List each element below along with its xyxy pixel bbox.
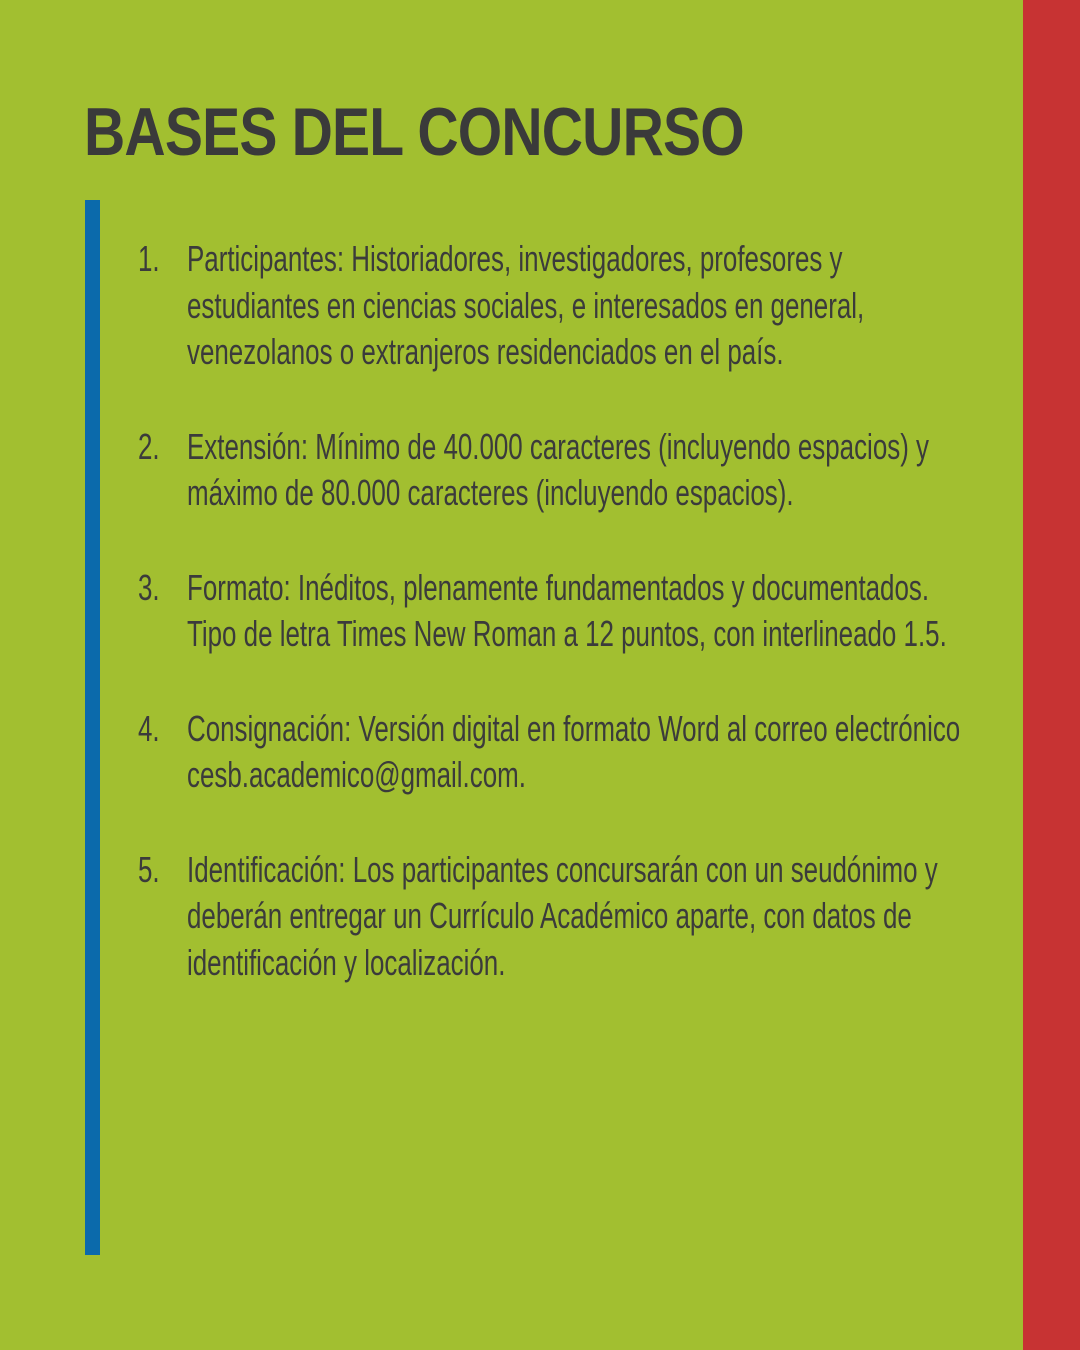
item-number: 3. <box>138 566 160 608</box>
list-item <box>138 565 1018 658</box>
item-text: Formato: Inéditos, plenamente fundamentados y documentados. Tipo de letra Times New Roman a 12 puntos, con interlineado 1.5. <box>187 566 947 654</box>
list-item <box>138 847 1018 987</box>
item-text: Extensión: Mínimo de 40.000 caracteres (incluyendo espacios) y máximo de 80.000 caracteres (incluyendo espacios). <box>187 425 929 513</box>
list-item <box>138 706 1018 799</box>
item-number: 5. <box>138 848 160 890</box>
item-text: Identificación: Los participantes concursarán con un seudónimo y deberán entregar un Currículo Académico aparte, con datos de identificación y localización. <box>187 848 938 983</box>
item-text: Participantes: Historiadores, investigadores, profesores y estudiantes en ciencias sociales, e interesados en general, venezolanos o extranjeros residenciados en el país. <box>187 238 865 372</box>
red-side-bar <box>1023 0 1080 1350</box>
item-number: 2. <box>138 425 160 467</box>
item-number: 4. <box>138 707 160 749</box>
rules-list <box>138 236 1018 1034</box>
list-item <box>138 236 1018 376</box>
item-number: 1. <box>138 238 160 279</box>
list-item <box>138 424 1018 517</box>
blue-accent-bar <box>85 200 100 1255</box>
item-text: Consignación: Versión digital en formato Word al correo electrónico cesb.academico@gmail.com. <box>187 707 961 795</box>
page-title: BASES DEL CONCURSO <box>84 94 744 170</box>
